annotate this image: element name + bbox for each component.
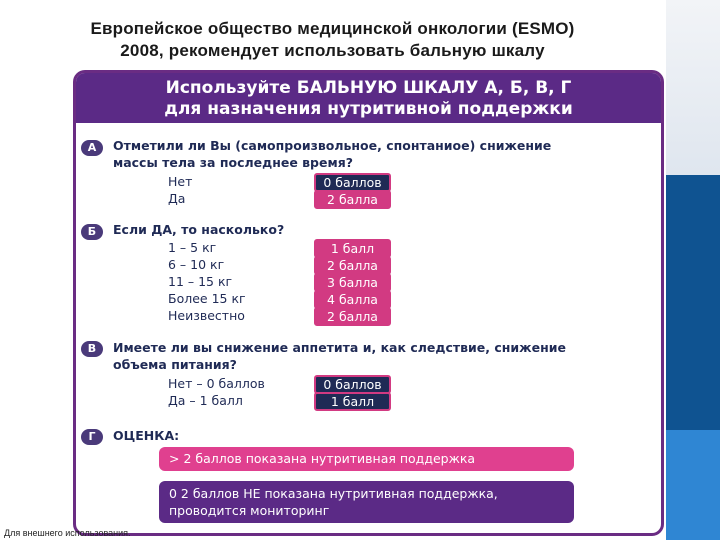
option-label: Более 15 кг [168, 291, 246, 306]
nutrition-scale-card [73, 70, 664, 536]
card-header [76, 73, 661, 123]
side-decoration-top [666, 0, 720, 175]
score-pill: 2 балла [314, 190, 391, 209]
score-pill: 1 балл [314, 239, 391, 258]
result2-line1: 0 2 баллов НЕ показана нутритивная поддержка, [169, 486, 498, 501]
score-pill: 3 балла [314, 273, 391, 292]
footnote: Для внешнего использования. [4, 528, 131, 538]
question-v-line2: объема питания? [113, 357, 237, 372]
option-label: Нет [168, 174, 193, 189]
score-pill: 0 баллов [314, 173, 391, 192]
assessment-heading: ОЦЕНКА: [113, 428, 180, 443]
score-pill: 2 балла [314, 307, 391, 326]
result-support-not-indicated [159, 481, 574, 523]
question-a-line2: массы тела за последнее время? [113, 155, 353, 170]
option-label: Да [168, 191, 186, 206]
card-header-line1: Используйте БАЛЬНУЮ ШКАЛУ А, Б, В, Г [165, 78, 572, 98]
section-marker-v: В [81, 341, 103, 357]
option-label: 11 – 15 кг [168, 274, 233, 289]
option-label: Нет – 0 баллов [168, 376, 265, 391]
slide-title-line2: 2008, рекомендует использовать бальную шкалу [120, 41, 545, 60]
result2-line2: проводится мониторинг [169, 503, 330, 518]
score-pill: 0 баллов [314, 375, 391, 394]
section-marker-g: Г [81, 429, 103, 445]
side-decoration-middle [666, 175, 720, 430]
question-b: Если ДА, то насколько? [113, 222, 285, 237]
option-label: Да – 1 балл [168, 393, 243, 408]
result-support-indicated: > 2 баллов показана нутритивная поддержка [159, 447, 574, 471]
score-pill: 2 балла [314, 256, 391, 275]
section-marker-a: А [81, 140, 103, 156]
option-label: 1 – 5 кг [168, 240, 217, 255]
question-v-line1: Имеете ли вы снижение аппетита и, как следствие, снижение [113, 340, 566, 355]
option-label: Неизвестно [168, 308, 245, 323]
score-pill: 1 балл [314, 392, 391, 411]
slide-title-line1: Европейское общество медицинской онкологии (ESMO) [90, 19, 575, 38]
option-label: 6 – 10 кг [168, 257, 225, 272]
side-decoration-bottom [666, 430, 720, 540]
question-a-line1: Отметили ли Вы (самопроизвольное, спонтаниое) снижение [113, 138, 552, 153]
card-header-line2: для назначения нутритивной поддержки [164, 99, 573, 119]
slide-title [10, 18, 655, 62]
section-marker-b: Б [81, 224, 103, 240]
score-pill: 4 балла [314, 290, 391, 309]
